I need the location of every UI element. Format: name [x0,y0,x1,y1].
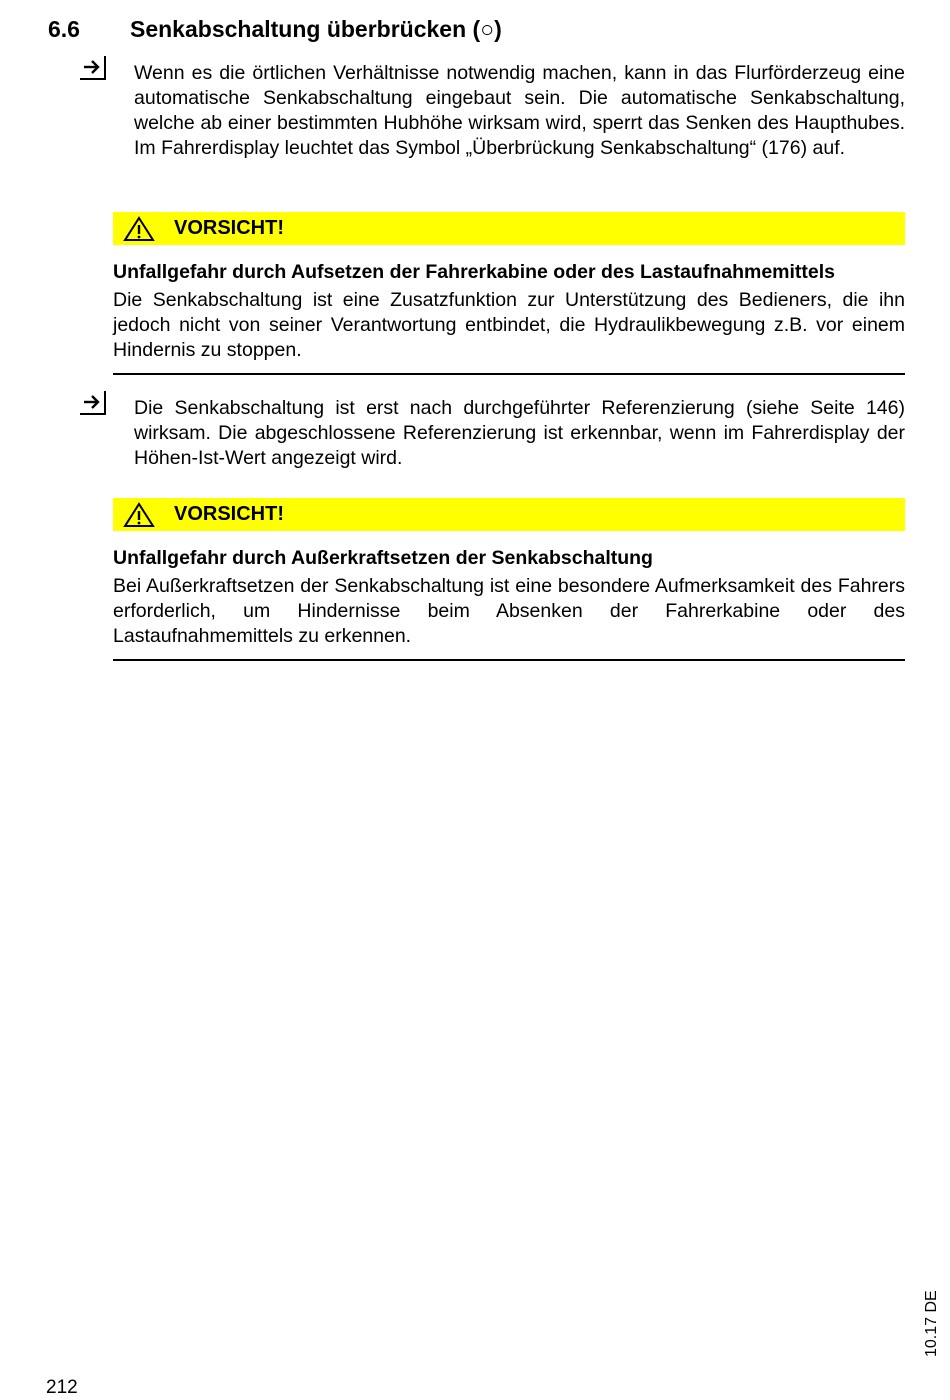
caution-label: VORSICHT! [174,503,284,525]
section-number: 6.6 [48,16,80,42]
warning-body-2: Bei Außerkraftsetzen der Senkabschaltung ist eine besondere Aufmerksamkeit des Fahrers erforderlich, um Hindernisse beim Absenken der Fahrerkabine oder des Lastaufnahmemittels zu erkennen. [113,575,905,647]
section-title: Senkabschaltung überbrücken (○) [130,16,502,42]
warning-body-1: Die Senkabschaltung ist eine Zusatzfunktion zur Unterstützung des Bedieners, die ihn jedoch nicht von seiner Verantwortung entbindet, die Hydraulikbewegung z.B. vor einem Hindernis zu stoppen. [113,289,905,361]
warning-heading-2: Unfallgefahr durch Außerkraftsetzen der Senkabschaltung [113,547,653,569]
caution-label: VORSICHT! [174,217,284,239]
note-paragraph-1: Wenn es die örtlichen Verhältnisse notwendig machen, kann in das Flurförderzeug eine automatische Senkabschaltung eingebaut sein. Die automatische Senkabschaltung, welche ab einer bestimmten Hubhöhe wirksam wird, sperrt das Senken des Haupthubes. Im Fahrerdisplay leuchtet das Symbol „Überbrückung Senkabschaltung“ (176) auf. [134,62,905,159]
note-paragraph-2: Die Senkabschaltung ist erst nach durchgeführter Referenzierung (siehe Seite 146) wirksam. Die abgeschlossene Referenzierung ist erkennbar, wenn im Fahrerdisplay der Höhen-Ist-Wert angezeigt wird. [134,397,905,469]
caution-bar-1 [113,212,905,245]
warning-triangle-icon [123,502,155,533]
warning-triangle-icon [123,216,155,247]
warning-heading-1: Unfallgefahr durch Aufsetzen der Fahrerkabine oder des Lastaufnahmemittels [113,261,836,283]
edition-label: 10.17 DE [923,1290,940,1357]
arrow-right-icon [80,56,106,80]
page-number: 212 [46,1377,78,1398]
caution-bar-2 [113,498,905,531]
divider-rule-1 [113,373,905,375]
divider-rule-2 [113,659,905,661]
arrow-right-icon [80,391,106,415]
